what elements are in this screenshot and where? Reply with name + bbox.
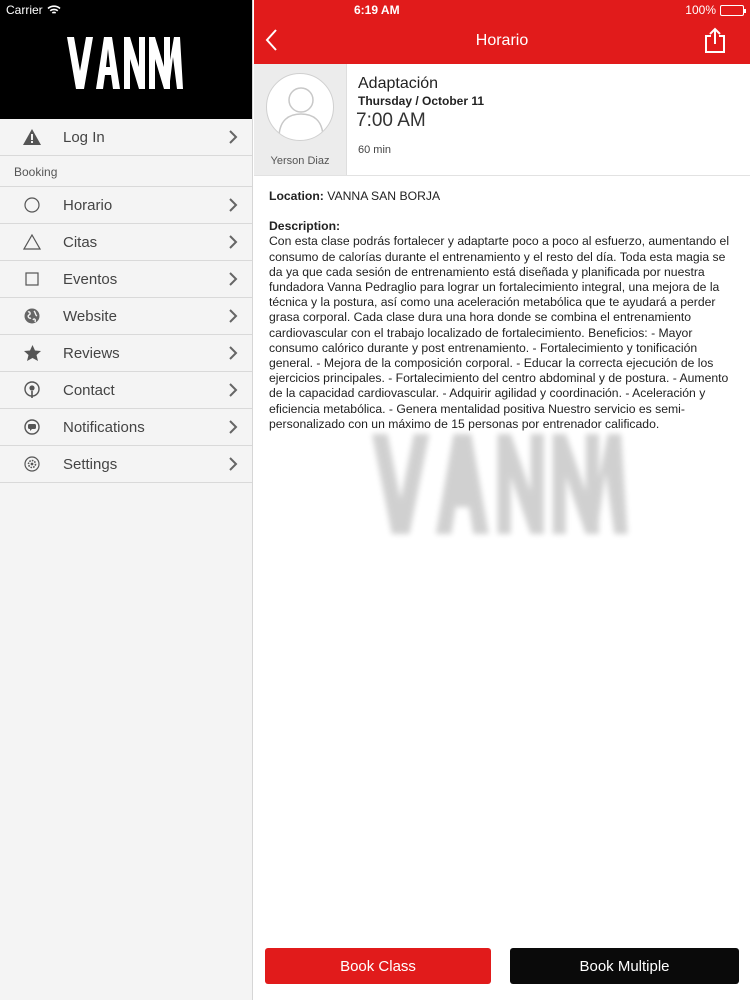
location-pin-icon [22,380,42,400]
class-date: Thursday / October 11 [358,94,485,108]
trainer-panel [254,64,347,175]
sidebar-item-label: Eventos [63,270,118,288]
sidebar-item-label: Reviews [63,344,120,362]
section-header-booking: Booking [0,156,252,187]
globe-icon [22,306,42,326]
square-icon [22,269,42,289]
sidebar-item-label: Log In [63,128,105,146]
sidebar-item-label: Notifications [63,418,145,436]
circle-icon [22,195,42,215]
chat-bubble-icon [22,417,42,437]
vanna-logo [67,37,185,89]
sidebar-item-label: Horario [63,196,113,214]
chevron-right-icon [228,383,238,397]
wifi-icon [47,5,61,15]
class-duration: 60 min [358,144,392,156]
battery-percent: 100% [685,3,716,17]
nav-title: Horario [475,32,529,49]
class-details [254,176,750,432]
gear-icon [22,454,42,474]
sidebar-item-login[interactable] [0,119,252,156]
sidebar-item-label: Settings [63,455,118,473]
sidebar-item-label: Contact [63,381,115,399]
chevron-right-icon [228,420,238,434]
chevron-right-icon [228,130,238,144]
chevron-right-icon [228,235,238,249]
sidebar-item-horario[interactable] [0,187,252,224]
trainer-avatar [266,73,334,141]
chevron-right-icon [228,346,238,360]
class-title: Adaptación [358,75,439,92]
carrier-label: Carrier [6,3,43,17]
location-value: VANNA SAN BORJA [327,189,441,203]
sidebar-item-notifications[interactable] [0,409,252,446]
status-bar [0,0,750,20]
chevron-right-icon [228,457,238,471]
description-label: Description: [269,219,341,234]
sidebar-item-eventos[interactable] [0,261,252,298]
chevron-right-icon [228,198,238,212]
sidebar-item-reviews[interactable] [0,335,252,372]
sidebar-item-settings[interactable] [0,446,252,483]
location-label: Location: [269,189,324,203]
chevron-right-icon [228,272,238,286]
status-time: 6:19 AM [354,3,400,17]
chevron-right-icon [228,309,238,323]
sidebar-item-contact[interactable] [0,372,252,409]
sidebar-item-website[interactable] [0,298,252,335]
class-info [347,64,484,175]
book-multiple-button[interactable]: Book Multiple [510,948,739,984]
trainer-name: Yerson Diaz [270,155,330,167]
book-class-button[interactable]: Book Class [265,948,491,984]
class-header [254,64,750,176]
main-panel [254,0,750,1000]
battery-icon [720,5,744,16]
sidebar-item-citas[interactable] [0,224,252,261]
warning-icon [22,127,42,147]
sidebar [0,0,253,1000]
sidebar-item-label: Citas [63,233,98,251]
location-line [269,189,736,204]
description-text: Con esta clase podrás fortalecer y adaptarte poco a poco al esfuerzo, aumentando el consumo de calorías durante el entrenamiento y el resto del día. Toda esta magia se da ya que cada sesión de entrenamiento está diseñada y planificada por nuestra fundadora Vanna Pedraglio para lograr un fortalecimiento integral, una mejora de la técnica y la postura, así como una aceleración metabólica que te ayudará a perder grasa corporal. Cada clase dura una hora donde se combina el entrenamiento cardiovascular con el trabajo localizado de fortalecimiento. Beneficios: - Mayor consumo calórico durante y post entrenamiento. - Fortalecimiento y tonificación general. - Mejora de la composición corporal. - Educar la correcta ejecución de los ejercicios principales. - Fortalecimiento del centro abdominal y de postura. - Aumento de la capacidad cardiovascular. - Adquirir agilidad y coordinación. - Aceleración y eficiencia metabólica. - Genera mentalidad positiva Nuestro servicio es semi-personalizado con un máximo de 15 personas por entrenador calificado. [269,234,730,431]
sidebar-item-label: Website [63,307,117,325]
triangle-icon [22,232,42,252]
vanna-watermark-logo [372,434,632,534]
star-icon [22,343,42,363]
class-time: 7:00 AM [356,110,426,131]
share-icon[interactable] [704,27,726,53]
